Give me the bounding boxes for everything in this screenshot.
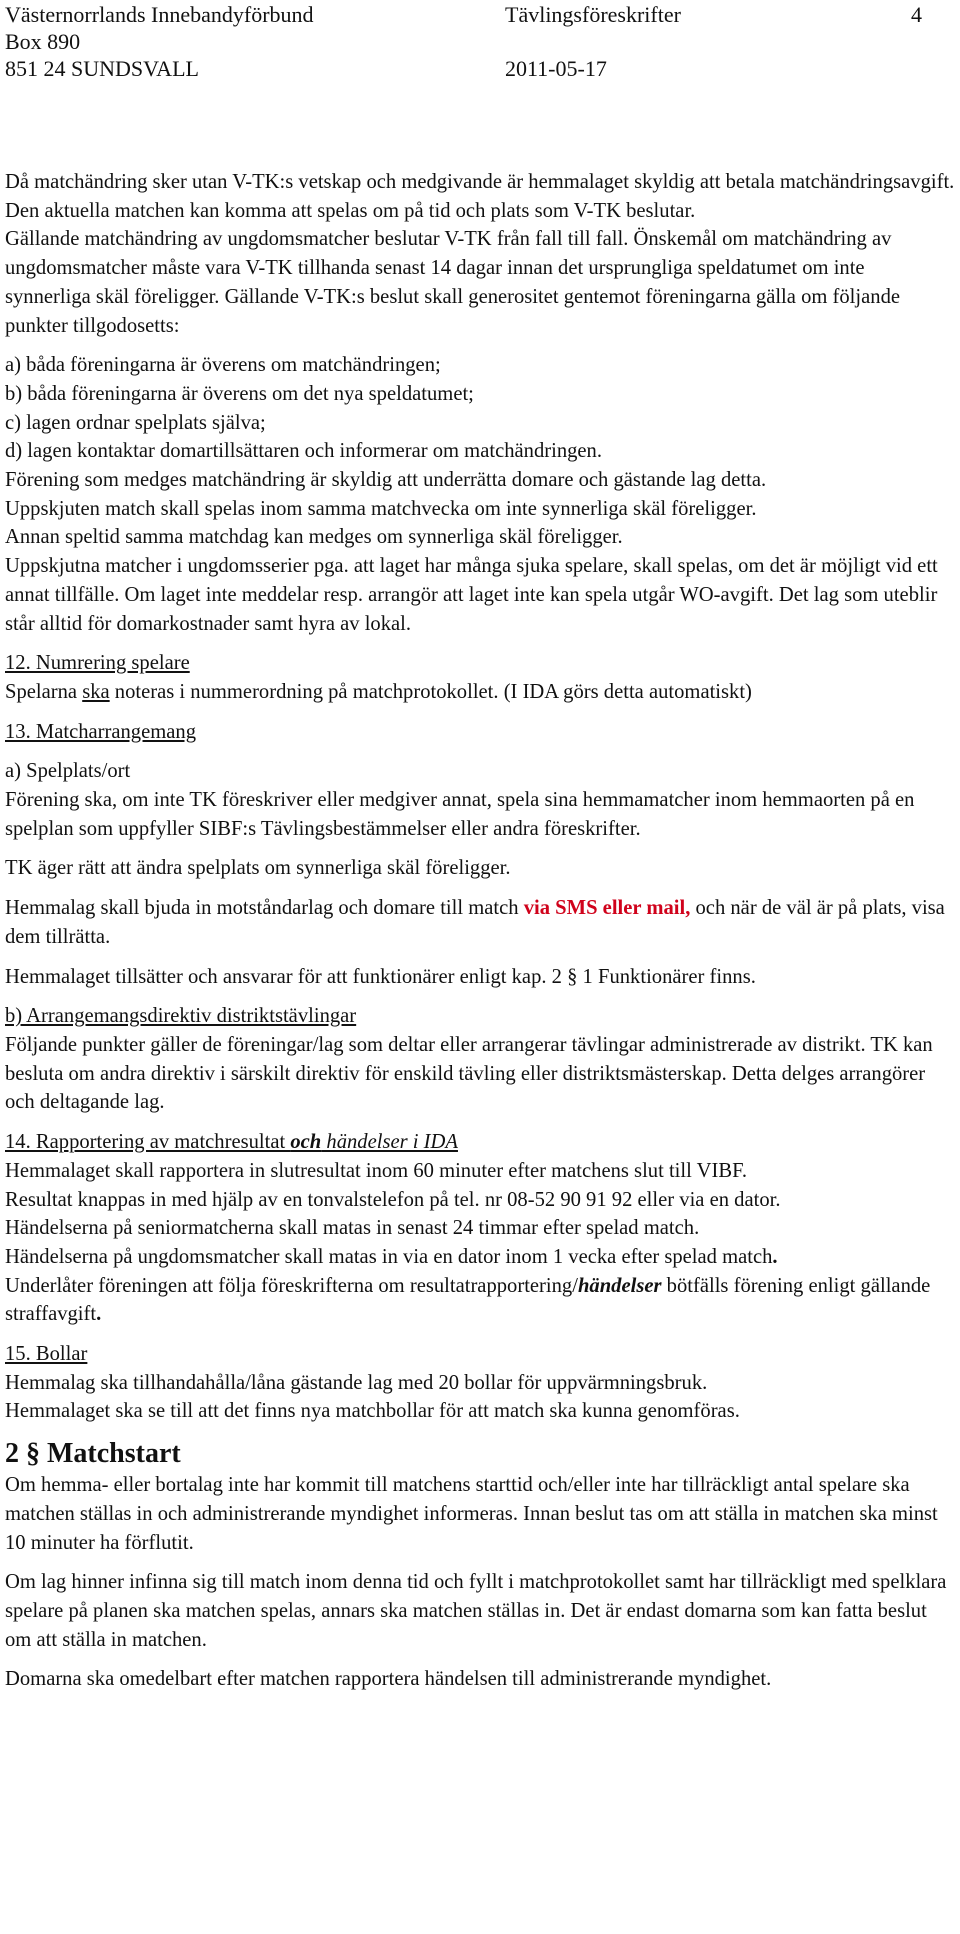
subsection-heading: a) Spelplats/ort [5, 760, 131, 783]
paragraph: Händelserna på ungdomsmatcher skall matas in via en dator inom 1 vecka efter spelad match. [5, 1245, 778, 1268]
header-date: 2011-05-17 [505, 56, 607, 81]
paragraph: Förening ska, om inte TK föreskriver eller medgiver annat, spela sina hemmamatcher inom hemmaorten på en spelplan som uppfyller SIBF:s Tävlingsbestämmelser eller andra föreskrifter. [5, 789, 915, 840]
list-item: b) båda föreningarna är överens om det nya speldatumet; [5, 382, 474, 405]
section-heading-13: 13. Matcharrangemang [5, 720, 196, 743]
list-item: d) lagen kontaktar domartillsättaren och informerar om matchändringen. [5, 440, 602, 463]
chapter-heading: 2 § Matchstart [5, 1438, 181, 1470]
paragraph: Gällande matchändring av ungdomsmatcher beslutar V-TK från fall till fall. Önskemål om matchändring av ungdomsmatcher måste vara V-TK tillhanda senast 14 dagar innan det ursprungliga speldatumet om inte synnerliga skäl föreligger. Gällande V-TK:s beslut skall generositet gentemot föreningarna gälla om följande punkter tillgodosetts: [5, 228, 901, 337]
paragraph: Annan speltid samma matchdag kan medges om synnerliga skäl föreligger. [5, 526, 623, 549]
paragraph: Underlåter föreningen att följa föreskrifterna om resultatrapportering/händelser bötfälls förening enligt gällande straffavgift. [5, 1274, 931, 1326]
header-city: 851 24 SUNDSVALL [5, 56, 199, 81]
paragraph: Följande punkter gäller de föreningar/lag som deltar eller arrangerar tävlingar administrerade av distrikt. TK kan besluta om andra direktiv i särskilt direktiv för enskild tävling eller distriktsmästerskap. Detta delges arrangörer och deltagande lag. [5, 1033, 933, 1114]
paragraph: Domarna ska omedelbart efter matchen rapportera händelsen till administrerande myndighet. [5, 1668, 772, 1691]
paragraph: Förening som medges matchändring är skyldig att underrätta domare och gästande lag detta. [5, 469, 767, 492]
subsection-heading: b) Arrangemangsdirektiv distriktstävlingar [5, 1005, 357, 1028]
header-doc-title: Tävlingsföreskrifter [505, 2, 681, 27]
paragraph: Händelserna på seniormatcherna skall matas in senast 24 timmar efter spelad match. [5, 1217, 700, 1240]
paragraph: Uppskjutna matcher i ungdomsserier pga. att laget har många sjuka spelare, skall spelas, om det är möjligt vid ett annat tillfälle. Om laget inte meddelar resp. arrangör att laget inte kan spela utgår WO-avgift. Det lag som uteblir står alltid för domarkostnader samt hyra av lokal. [5, 555, 938, 635]
paragraph: Då matchändring sker utan V-TK:s vetskap och medgivande är hemmalaget skyldig att betala matchändringsavgift. Den aktuella matchen kan komma att spelas om på tid och plats som V-TK beslutar. [5, 171, 955, 222]
header-org: Västernorrlands Innebandyförbund [5, 2, 314, 27]
document-body [5, 168, 955, 1694]
paragraph: Hemmalaget tillsätter och ansvarar för att funktionärer enligt kap. 2 § 1 Funktionärer finns. [5, 965, 756, 988]
paragraph: Hemmalag skall bjuda in motståndarlag och domare till match via SMS eller mail, och när de väl är på plats, visa dem tillrätta. [5, 897, 945, 948]
header-box: Box 890 [5, 29, 81, 54]
header-page-number: 4 [911, 2, 922, 27]
paragraph: Om lag hinner infinna sig till match inom denna tid och fyllt i matchprotokollet samt har tillräckligt med spelklara spelare på planen ska matchen spelas, annars ska matchen ställas in. Det är endast domarna som kan fatta beslut om att ställa in matchen. [5, 1571, 947, 1651]
paragraph: Om hemma- eller bortalag inte har kommit till matchens starttid och/eller inte har tillräckligt antal spelare ska matchen ställas in och administrerande myndighet informeras. Innan beslut tas om att ställa in matchen ska minst 10 minuter ha förflutit. [5, 1474, 938, 1554]
paragraph: Hemmalaget skall rapportera in slutresultat inom 60 minuter efter matchens slut till VIBF. [5, 1159, 748, 1182]
section-heading-12: 12. Numrering spelare [5, 652, 190, 675]
section-heading-15: 15. Bollar [5, 1343, 88, 1366]
paragraph: Hemmalaget ska se till att det finns nya matchbollar för att match ska kunna genomföras. [5, 1400, 740, 1423]
paragraph: Resultat knappas in med hjälp av en tonvalstelefon på tel. nr 08-52 90 91 92 eller via en dator. [5, 1188, 781, 1211]
highlight-text: via SMS eller mail, [523, 897, 691, 920]
section-heading-14: 14. Rapportering av matchresultat och händelser i IDA [5, 1131, 458, 1154]
paragraph: Hemmalag ska tillhandahålla/låna gästande lag med 20 bollar för uppvärmningsbruk. [5, 1371, 708, 1394]
paragraph: Spelarna ska noteras i nummerordning på matchprotokollet. (I IDA görs detta automatiskt) [5, 680, 752, 703]
paragraph: Uppskjuten match skall spelas inom samma matchvecka om inte synnerliga skäl föreligger. [5, 497, 757, 520]
paragraph: TK äger rätt att ändra spelplats om synnerliga skäl föreligger. [5, 857, 511, 880]
list-item: a) båda föreningarna är överens om matchändringen; [5, 354, 441, 377]
list-item: c) lagen ordnar spelplats själva; [5, 411, 266, 434]
